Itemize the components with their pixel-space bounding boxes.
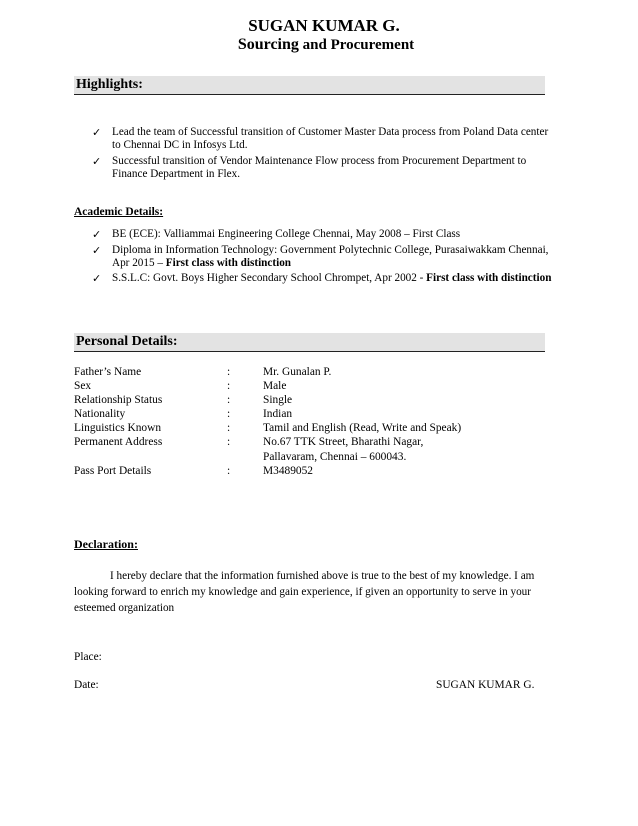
row-label: Pass Port Details (74, 465, 152, 477)
academic-text: Diploma in Information Technology: Government Polytechnic College, Purasaiwakkam Chennai, Apr 2015 – (112, 244, 549, 269)
highlights-list (74, 126, 554, 181)
academic-list (74, 228, 554, 285)
highlight-item (74, 155, 554, 181)
row-separator: : (227, 408, 231, 420)
declaration-text: I hereby declare that the information furnished above is true to the best of my knowledge. I am looking forward to enrich my knowledge and gain experience, if given an opportunity to serve in your esteemed organization (74, 570, 535, 614)
declaration-text-block (74, 568, 546, 616)
declaration-heading: Declaration: (74, 537, 138, 551)
row-value: Single (263, 394, 293, 406)
row-separator: : (227, 422, 231, 434)
row-separator: : (227, 465, 231, 477)
personal-section-bar (74, 333, 545, 352)
checkmark-icon: ✓ (92, 155, 102, 168)
academic-honor: First class with distinction (426, 272, 552, 284)
checkmark-icon: ✓ (92, 126, 102, 139)
row-label: Linguistics Known (74, 422, 162, 434)
row-separator: : (227, 366, 231, 378)
personal-row-sex (74, 380, 554, 394)
academic-item (74, 244, 554, 270)
checkmark-icon: ✓ (92, 244, 102, 257)
row-separator: : (227, 394, 231, 406)
personal-heading: Personal Details: (76, 334, 178, 349)
row-separator: : (227, 436, 231, 448)
role-part-1: Sourcing (237, 36, 299, 53)
academic-list-container (74, 228, 554, 288)
row-value: Mr. Gunalan P. (263, 366, 332, 378)
row-value: Tamil and English (Read, Write and Speak) (263, 422, 462, 434)
personal-row-address-cont (74, 451, 554, 465)
academic-item (74, 272, 554, 285)
candidate-role (0, 36, 638, 54)
personal-row-languages (74, 422, 554, 436)
personal-row-father (74, 366, 554, 380)
highlights-section-bar (74, 76, 545, 95)
signature-name: SUGAN KUMAR G. (436, 679, 535, 691)
row-label: Permanent Address (74, 436, 163, 448)
personal-row-relationship (74, 394, 554, 408)
academic-heading: Academic Details: (74, 206, 164, 218)
highlight-text: Successful transition of Vendor Maintenance Flow process from Procurement Department to Finance Department in Flex. (112, 155, 527, 180)
highlights-list-container (74, 126, 554, 184)
row-value: Male (263, 380, 287, 392)
row-value: Pallavaram, Chennai – 600043. (263, 451, 407, 463)
place-label: Place: (74, 651, 102, 663)
row-value: M3489052 (263, 465, 313, 477)
highlight-item (74, 126, 554, 152)
highlights-heading: Highlights: (76, 77, 143, 92)
academic-honor: First class with distinction (165, 257, 292, 269)
personal-row-nationality (74, 408, 554, 422)
date-label: Date: (74, 679, 99, 691)
academic-item (74, 228, 554, 241)
highlight-text: Lead the team of Successful transition of Customer Master Data process from Poland Data center to Chennai DC in Infosys Ltd. (112, 126, 549, 151)
row-label: Nationality (74, 408, 126, 420)
checkmark-icon: ✓ (92, 272, 102, 285)
row-label: Relationship Status (74, 394, 163, 406)
personal-row-address (74, 436, 554, 450)
row-value: No.67 TTK Street, Bharathi Nagar, (263, 436, 424, 448)
row-separator: : (227, 380, 231, 392)
row-label: Father’s Name (74, 366, 142, 378)
academic-text: S.S.L.C: Govt. Boys Higher Secondary School Chrompet, Apr 2002 - (112, 272, 427, 284)
row-value: Indian (263, 408, 293, 420)
role-part-2: and Procurement (298, 37, 415, 53)
academic-text: BE (ECE): Valliammai Engineering College Chennai, May 2008 – First Class (112, 228, 461, 240)
candidate-name: SUGAN KUMAR G. (248, 16, 400, 35)
checkmark-icon: ✓ (92, 228, 102, 241)
personal-row-passport (74, 465, 554, 479)
row-label: Sex (74, 380, 92, 392)
